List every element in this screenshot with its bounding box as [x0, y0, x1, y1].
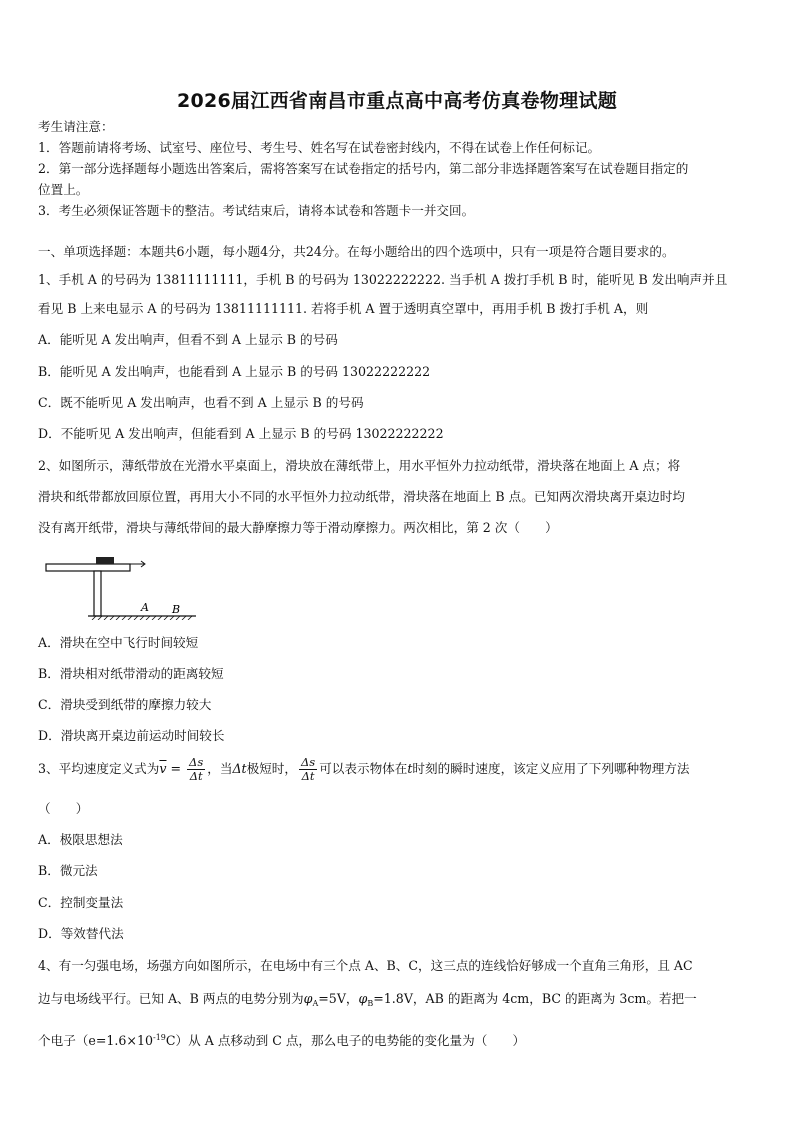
q3-t: t: [407, 761, 413, 776]
notice-item-2: 2．第一部分选择题每小题选出答案后，需将答案写在试卷指定的括号内，第二部分非选择题答案写在试卷题目指定的: [38, 161, 689, 176]
point-b-label: B: [172, 603, 181, 616]
q2-figure-table-slider: [38, 548, 198, 620]
q2-option-a: A．滑块在空中飞行时间较短: [38, 635, 199, 650]
q3-option-b: B．微元法: [38, 863, 98, 878]
q3-prefix: 3、平均速度定义式为: [38, 761, 160, 776]
q3-frac1-den: Δt: [189, 769, 203, 783]
q4-stem-line3: [38, 1029, 525, 1050]
notice-item-2-cont: 位置上。: [38, 182, 89, 197]
q1-stem-line2: 看见 B 上来电显示 A 的号码为 13811111111. 若将手机 A 置于透明真空罩中，再用手机 B 拨打手机 A，则: [38, 301, 649, 316]
q2-option-d: D．滑块离开桌边前运动时间较长: [38, 728, 225, 743]
phi-b-subscript: B: [367, 999, 374, 1008]
slider-block: [96, 557, 114, 564]
notice-heading: 考生请注意：: [38, 119, 114, 134]
q3-suffix: 时刻的瞬时速度，该定义应用了下列哪种物理方法: [412, 761, 690, 776]
q4-line2-a: 边与电场线平行。已知 A、B 两点的电势分别为: [38, 991, 304, 1006]
q3-option-a: A．极限思想法: [38, 832, 123, 847]
table-leg: [94, 571, 101, 616]
q1-option-b: B．能听见 A 发出响声，也能看到 A 上显示 B 的号码 13022222222: [38, 364, 431, 379]
q3-dt: Δt: [232, 761, 247, 776]
q4-exponent: -19: [153, 1033, 166, 1042]
q3-option-d: D．等效替代法: [38, 926, 124, 941]
q1-stem-line1: 1、手机 A 的号码为 13811111111，手机 B 的号码为 13022222222. 当手机 A 拨打手机 B 时，能听见 B 发出响声并且: [38, 272, 728, 287]
q4-stem-line2: [38, 990, 697, 1013]
q2-option-b: B．滑块相对纸带滑动的距离较短: [38, 666, 224, 681]
q3-frac2-num: Δs: [300, 755, 316, 769]
avg-velocity-symbol: $\overline{v}$: [159, 761, 167, 776]
q3-frac1-num: Δs: [189, 755, 204, 769]
q3-mid1: ，当: [207, 761, 233, 776]
phi-b-value: =1.8V，: [373, 991, 426, 1006]
q3-stem-line1: [38, 756, 689, 783]
q4-stem-line1: 4、有一匀强电场，场强方向如图所示，在电场中有三个点 A、B、C，这三点的连线恰好够成一个直角三角形，且 AC: [38, 958, 693, 973]
phi-a-symbol: φ: [303, 991, 313, 1006]
q1-option-a: A．能听见 A 发出响声，但看不到 A 上显示 B 的号码: [38, 332, 338, 347]
q3-stem-line2: （ ）: [38, 801, 89, 816]
q2-stem-line2: 滑块和纸带都放回原位置，再用大小不同的水平恒外力拉动纸带，滑块落在地面上 B 点。已知两次滑块离开桌边时均: [38, 489, 685, 504]
q3-equals: =: [166, 761, 186, 776]
q4-line2-b: AB 的距离为 4cm，BC 的距离为 3cm。若把一: [425, 991, 697, 1006]
q3-mid2: 极短时，: [246, 761, 297, 776]
notice-item-3: 3．考生必须保证答题卡的整洁。考试结束后，请将本试卷和答题卡一并交回。: [38, 203, 475, 218]
q3-mid3: 可以表示物体在: [319, 761, 408, 776]
q3-fraction-2: [299, 756, 317, 783]
q3-fraction-1: [187, 756, 205, 783]
phi-a-subscript: A: [312, 999, 319, 1008]
q4-line3-a: 个电子（e=1.6×10: [38, 1033, 153, 1048]
q3-frac2-den: Δt: [301, 769, 315, 783]
table-top: [46, 564, 130, 571]
q3-option-c: C．控制变量法: [38, 895, 124, 910]
q1-option-d: D．不能听见 A 发出响声，但能看到 A 上显示 B 的号码 13022222222: [38, 426, 444, 441]
point-a-label: A: [141, 601, 149, 614]
q1-option-c: C．既不能听见 A 发出响声，也看不到 A 上显示 B 的号码: [38, 395, 364, 410]
q2-stem-line1: 2、如图所示，薄纸带放在光滑水平桌面上，滑块放在薄纸带上，用水平恒外力拉动纸带，滑块落在地面上 A 点；将: [38, 458, 681, 473]
section-header: 一、单项选择题：本题共6小题，每小题4分，共24分。在每小题给出的四个选项中，只有一项是符合题目要求的。: [38, 244, 675, 259]
exam-title: 2026届江西省南昌市重点高中高考仿真卷物理试题: [176, 90, 618, 112]
q2-stem-line3: 没有离开纸带，滑块与薄纸带间的最大静摩擦力等于滑动摩擦力。两次相比，第 2 次（ ）: [38, 520, 558, 535]
phi-a-value: =5V，: [318, 991, 359, 1006]
q4-line3-b: C）从 A 点移动到 C 点，那么电子的电势能的变化量为（ ）: [165, 1033, 526, 1048]
q2-option-c: C．滑块受到纸带的摩擦力较大: [38, 697, 212, 712]
notice-item-1: 1．答题前请将考场、试室号、座位号、考生号、姓名写在试卷密封线内，不得在试卷上作任何标记。: [38, 140, 601, 155]
phi-b-symbol: φ: [358, 991, 368, 1006]
